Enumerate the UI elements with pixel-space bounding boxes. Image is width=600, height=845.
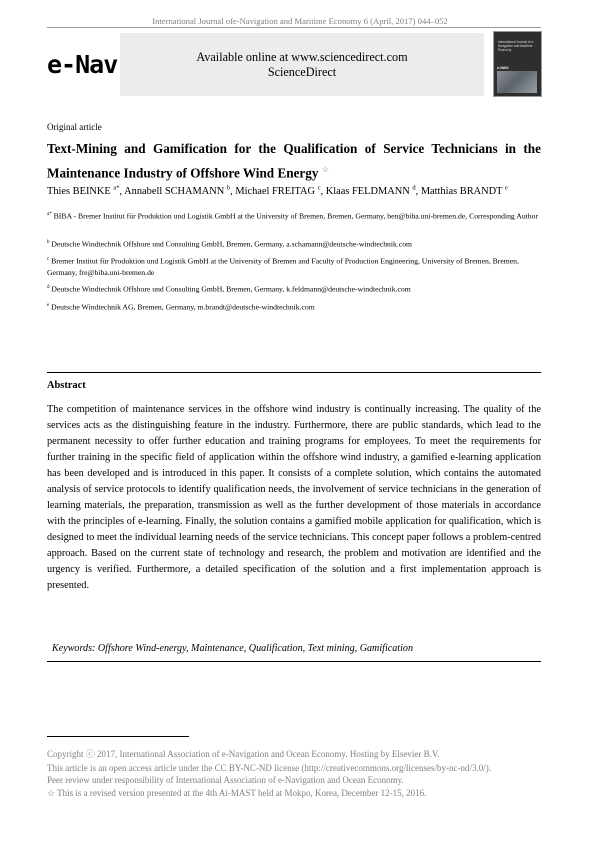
affiliation-b: $^b$ Deutsche Windtechnik Offshore und Consulting GmbH, Bremen, Germany, a.schamann@deutsche-windtechnik.com <box>47 239 413 249</box>
title-text: Text-Mining and Gamification for the Qualification of Service Technicians in the Maintenance Industry of Offshore Wind Energy <box>47 141 541 181</box>
title-footnote-mark: ☆ <box>321 165 329 174</box>
cover-label: e-NAVI <box>497 66 509 70</box>
author: Annabell SCHAMANN $^b$, <box>124 185 236 198</box>
logo-text: e-Nav <box>47 50 118 79</box>
revised-version-note: ☆ This is a revised version presented at the 4th Ai-MAST held at Mokpo, Korea, December 12-15, 2016. <box>47 788 427 798</box>
article-title <box>47 138 541 183</box>
article-type: Original article <box>47 122 102 132</box>
available-online-link[interactable]: Available online at www.sciencedirect.com <box>196 49 408 64</box>
affiliation-c: $^c$ Bremer Institut für Produktion und Logistik GmbH at the University of Bremen and Faculty of Production Engineering, University of Bremen, Bremen, Germany, fre@biba.uni-bremen.de <box>47 256 519 277</box>
author: Matthias BRANDT $^e$ <box>420 185 508 198</box>
author: Klaas FELDMANN $^d$, <box>325 185 421 198</box>
cover-photo <box>497 71 537 93</box>
cover-title: International Journal of e-Navigation and Maritime Economy <box>498 40 535 52</box>
copyright-line: Copyright ⓒ 2017, International Association of e-Navigation and Ocean Economy. Hosting by Elsevier B.V. <box>47 749 440 759</box>
peer-review-line: Peer review under responsibility of International Association of e-Navigation and Ocean Economy. <box>47 775 404 785</box>
header-rule <box>47 27 541 28</box>
affiliation-e: $^e$ Deutsche Windtechnik AG, Bremen, Germany, m.brandt@deutsche-windtechnik.com <box>47 302 315 312</box>
author: Michael FREITAG $^c$, <box>235 185 326 198</box>
author-list <box>47 185 541 197</box>
keywords-rule <box>47 661 541 662</box>
affiliation-a: $^{a*}$ BIBA - Bremer Institut für Produktion und Logistik GmbH at the University of Bremen, Bremen, Germany, ben@biba.uni-bremen.de, Corresponding Author <box>47 211 539 221</box>
header-banner <box>120 33 484 96</box>
author: Thies BEINKE $^{a*}$, <box>47 185 125 198</box>
abstract-top-rule <box>47 372 541 373</box>
journal-citation: International Journal ofe-Navigation and Maritime Economy 6 (April, 2017) 044–052 <box>152 16 448 26</box>
footnote-separator <box>47 736 189 737</box>
license-line[interactable]: This article is an open access article under the CC BY-NC-ND license (http://creativecommons.org/licenses/by-nc-nd/3.0/). <box>47 763 491 773</box>
abstract-heading: Abstract <box>47 380 86 391</box>
journal-cover-image <box>493 31 542 97</box>
keywords: Keywords: Offshore Wind-energy, Maintenance, Qualification, Text mining, Gamification <box>52 643 413 654</box>
abstract-text: The competition of maintenance services in the offshore wind industry is continually increasing. The quality of the services acts as the distinguishing feature in the industry. Furthermore, there are public standards, which lead to the permanent necessity to offer further education and training programs for employees. To meet the requirements for further training in the specific field of application within the offshore wind industry, a gamified e-learning application has been developed and is introduced in this paper. It consists of a complete solution, which contains the automated analysis of service protocols to identify qualification needs, the involvement of service technicians in the generation of learning materials, the preparation, transmission as well as the further development of those materials in accordance with the principles of e-learning. Finally, the solution contains a gamified mobile application for qualification, which is designed to meet the individual learning needs of the service technicians. This concept paper follows a problem-centred approach. Based on the current state of technology and research, the problem and motivation are identified and the urgency is verified. Furthermore, a detailed specification of the solution and a first implementation approach is presented. <box>47 404 541 591</box>
journal-logo <box>47 50 125 79</box>
publisher-name: ScienceDirect <box>267 64 337 79</box>
affiliation-d: $^d$ Deutsche Windtechnik Offshore und Consulting GmbH, Bremen, Germany, k.feldmann@deutsche-windtechnik.com <box>47 284 411 294</box>
